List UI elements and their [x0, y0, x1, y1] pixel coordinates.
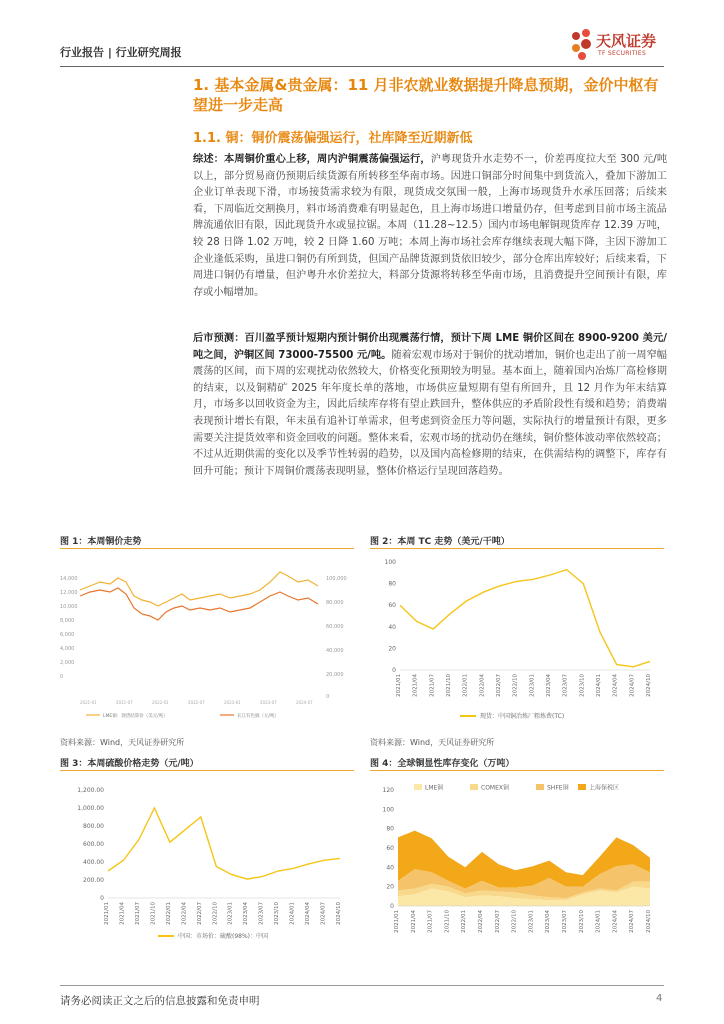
fig1-changjiang-line	[80, 588, 318, 620]
x-tick-label: 2023/01	[528, 910, 535, 933]
svg-text:40,000: 40,000	[326, 648, 344, 654]
x-tick-label: 2024/10	[336, 902, 342, 925]
footer-divider	[60, 985, 664, 986]
fig2-rule	[370, 548, 664, 549]
x-tick-label: 2022/07	[494, 910, 501, 933]
fig1-x-axis	[80, 700, 313, 705]
summary-lead: 综述：本周铜价重心上移，周内沪铜震荡偏强运行，	[193, 154, 431, 165]
fig4-chart	[370, 776, 664, 976]
y-tick-label: 1,000.00	[77, 805, 104, 812]
x-tick-label: 2022/10	[512, 674, 519, 697]
x-tick-label: 2021/04	[410, 910, 417, 933]
header-divider	[60, 66, 664, 67]
svg-text:2024-07: 2024-07	[296, 700, 313, 705]
logo-text: 天风证券	[596, 32, 657, 50]
x-tick-label: 2022/07	[196, 902, 203, 925]
y-tick-label: 800.00	[83, 823, 104, 830]
y-tick-label: 60	[386, 845, 394, 852]
legend-swatch	[414, 784, 422, 790]
y-tick-label: 80	[388, 580, 396, 588]
x-tick-label: 2022/04	[478, 910, 484, 933]
x-tick-label: 2024/07	[629, 910, 636, 933]
svg-text:14,000: 14,000	[60, 576, 78, 582]
y-tick-label: 40	[386, 864, 394, 872]
x-tick-label: 2022/10	[212, 902, 219, 925]
x-tick-label: 2021/01	[396, 674, 402, 697]
y-tick-label: 120	[382, 787, 394, 794]
svg-text:6,000: 6,000	[60, 632, 75, 638]
legend-swatch	[536, 784, 544, 790]
svg-text:2021-01: 2021-01	[80, 700, 97, 705]
x-tick-label: 2023/10	[579, 674, 586, 697]
svg-text:20,000: 20,000	[326, 672, 344, 678]
x-tick-label: 2023/01	[529, 674, 536, 697]
y-tick-label: 0	[390, 903, 394, 910]
forecast-lead: 后市预测：百川盈孚预计短期内预计铜价出现震荡行情，预计下周 LME 铜价区间在 8900-9200 美元/吨之间，沪铜区间 73000-75500 元/吨。	[193, 333, 667, 361]
svg-text:80,000: 80,000	[326, 600, 344, 606]
svg-text:2023-07: 2023-07	[260, 700, 277, 705]
svg-text:2022-01: 2022-01	[152, 700, 169, 705]
svg-text:2022-07: 2022-07	[188, 700, 205, 705]
y-tick-label: 20	[388, 645, 396, 653]
x-tick-label: 2021/07	[429, 674, 436, 697]
svg-text:60,000: 60,000	[326, 624, 344, 630]
fig1-title: 图 1：本周铜价走势	[60, 537, 142, 547]
svg-text:2021-07: 2021-07	[116, 700, 133, 705]
fig1-right-axis	[326, 576, 347, 700]
svg-text:0: 0	[60, 674, 64, 680]
y-tick-label: 1,200.00	[77, 787, 104, 794]
legend-label: 上海保税区	[589, 784, 620, 792]
y-tick-label: 0	[392, 667, 396, 674]
x-tick-label: 2022/10	[511, 910, 518, 933]
svg-text:2023-01: 2023-01	[224, 700, 241, 705]
forecast-paragraph	[193, 331, 667, 480]
x-tick-label: 2024/04	[612, 910, 619, 933]
y-tick-label: 600.00	[83, 841, 104, 848]
svg-text:0: 0	[326, 694, 330, 700]
series-line	[108, 808, 340, 879]
y-tick-label: 200.00	[83, 877, 104, 884]
x-tick-label: 2021/01	[104, 902, 110, 925]
fig3-title: 图 3：本周硫酸价格走势（元/吨）	[60, 759, 199, 769]
fig1-legend-changjiang: 长江有色铜（元/吨）	[237, 714, 280, 719]
page-number: 4	[656, 993, 663, 1004]
legend-label: COMEX铜	[481, 784, 509, 792]
x-tick-label: 2023/04	[545, 910, 552, 933]
x-tick-label: 2023/07	[562, 674, 569, 697]
x-tick-label: 2024/07	[320, 902, 327, 925]
x-tick-label: 2021/04	[412, 674, 419, 697]
x-tick-label: 2023/07	[258, 902, 265, 925]
x-tick-label: 2024/01	[595, 910, 602, 933]
svg-text:10,000: 10,000	[60, 604, 78, 610]
x-tick-label: 2021/04	[119, 902, 126, 925]
x-tick-label: 2022/01	[462, 674, 469, 697]
y-tick-label: 0	[100, 895, 104, 902]
fig2-title: 图 2：本周 TC 走势（美元/干吨）	[370, 537, 510, 547]
svg-text:12,000: 12,000	[60, 590, 78, 596]
x-tick-label: 2024/04	[305, 902, 312, 925]
fig2-chart	[370, 552, 664, 728]
forecast-body: 随着宏观市场对于铜价的扰动增加，铜价也走出了前一周窄幅震荡的区间，而下周的宏观扰动依然较大，价格变化预期较为明显。基本面上，随着国内冶炼厂高检修期的结束，以及铜精矿 2025 年年度长单的落地，市场供应量短期有望有所回升，且 12 月作为年末结算月，市场多以回收资金为主，因此后续库存将有望止跌回升，整体供应的矛盾阶段性有缓和趋势；消费端表现预计增长有限，年末虽有追补订单需求，但考虑到资金压力等问题，实际执行的增量预计有限，更多需要关注提货效率和资金回收的问题。整体来看，宏观市场的扰动仍在继续，铜价整体波动率依然较高；不过从近期供需的变化以及季节性转弱的趋势，以及国内高检修期的结束，在供需结构的调整下，库存有回升可能；预计下周铜价震荡表现明显，整体价格运行呈现回落趋势。	[193, 349, 667, 477]
fig2-source: 资料来源：Wind，天风证券研究所	[370, 738, 495, 747]
legend-label: 中国：市场价：硫酸(98%)：中国	[178, 933, 269, 940]
disclaimer-link[interactable]: 请务必阅读正文之后的信息披露和免责申明	[60, 995, 260, 1007]
subsection-heading: 1.1. 铜：铜价震荡偏强运行，社库降至近期新低	[193, 131, 473, 146]
x-tick-label: 2024/10	[646, 910, 652, 933]
svg-text:4,000: 4,000	[60, 646, 75, 652]
x-tick-label: 2023/07	[562, 910, 568, 933]
summary-paragraph	[193, 152, 667, 301]
fig3-chart	[60, 776, 354, 948]
svg-text:2,000: 2,000	[60, 660, 75, 666]
logo-subtext: TF SECURITIES	[598, 50, 647, 57]
fig1-legend-lme: LME铜：现货结算价（美元/吨）	[103, 714, 168, 719]
y-tick-label: 40	[388, 623, 396, 631]
svg-text:8,000: 8,000	[60, 618, 75, 624]
x-tick-label: 2023/01	[227, 902, 234, 925]
x-tick-label: 2023/04	[243, 902, 250, 925]
fig1-left-axis	[60, 576, 78, 680]
y-tick-label: 20	[386, 883, 394, 891]
x-tick-label: 2024/01	[596, 674, 602, 697]
x-tick-label: 2022/04	[181, 902, 188, 925]
legend-swatch	[578, 784, 586, 790]
fig3-rule	[60, 770, 354, 771]
x-tick-label: 2024/01	[289, 902, 296, 925]
x-tick-label: 2023/04	[546, 674, 552, 697]
x-tick-label: 2021/10	[150, 902, 157, 925]
summary-body: 沪粤现货升水走势不一，价差再度拉大至 300 元/吨以上，部分贸易商仍预期后续货源有所转移至华南市场。因进口铜部分时间集中到货流入，叠加下游加工企业订单表现下滑，市场接货需求较为有限，现货成交氛围一般，上海市场现货升水承压回落；后续来看，下周临近交割换月，料市场消费难有明显起色，且上海市场进口增量仍存，但考虑到目前市场主流品牌流通依旧有限，因此现货升水或显拉锯。本周（11.28~12.5）国内市场电解铜现货库存 12.39 万吨，较 28 日降 1.02 万吨，较 2 日降 1.60 万吨；本周上海市场社会库存继续表现大幅下降，主因下游加工企业逢低采购，虽进口铜仍有所到货，但国产品牌货源到货依旧较少，部分仓库出库较好；后续来看，下周进口铜仍有增量，但沪粤升水价差拉大，料部分货源将转移至华南市场，且消费提升空间预计有限，库存或小幅增加。	[193, 154, 668, 298]
y-tick-label: 100	[384, 559, 396, 566]
x-tick-label: 2024/04	[612, 674, 619, 697]
y-tick-label: 60	[388, 602, 396, 610]
fig4-rule	[370, 770, 664, 771]
legend-label: 现货：中国铜冶炼厂粗炼费(TC)	[480, 713, 565, 720]
fig1-chart	[60, 552, 354, 728]
section-heading: 1. 基本金属&贵金属：11 月非农就业数据提升降息预期，金价中枢有望进一步走高	[193, 76, 659, 114]
x-tick-label: 2024/07	[629, 674, 636, 697]
legend-swatch	[470, 784, 478, 790]
x-tick-label: 2024/10	[646, 674, 652, 697]
x-tick-label: 2021/10	[446, 674, 452, 697]
x-tick-label: 2023/10	[274, 902, 281, 925]
x-tick-label: 2022/01	[165, 902, 172, 925]
legend-label: SHFE铜	[547, 784, 569, 792]
report-category: 行业报告 | 行业研究周报	[60, 46, 182, 59]
x-tick-label: 2023/10	[578, 910, 585, 933]
x-tick-label: 2021/07	[134, 902, 141, 925]
fig1-source: 资料来源：Wind，天风证券研究所	[60, 738, 185, 747]
x-tick-label: 2021/01	[394, 910, 400, 933]
x-tick-label: 2022/04	[479, 674, 486, 697]
fig4-title: 图 4：全球铜显性库存变化（万吨）	[370, 759, 515, 769]
fig1-rule	[60, 548, 354, 549]
x-tick-label: 2022/07	[496, 674, 502, 697]
svg-text:100,000: 100,000	[326, 576, 347, 582]
legend-label: LME铜	[425, 784, 444, 792]
series-line	[400, 570, 650, 667]
y-tick-label: 400.00	[83, 859, 104, 866]
y-tick-label: 100	[382, 806, 394, 814]
x-tick-label: 2021/07	[427, 910, 434, 933]
x-tick-label: 2022/01	[461, 910, 468, 933]
x-tick-label: 2021/10	[444, 910, 451, 933]
y-tick-label: 80	[386, 825, 394, 833]
